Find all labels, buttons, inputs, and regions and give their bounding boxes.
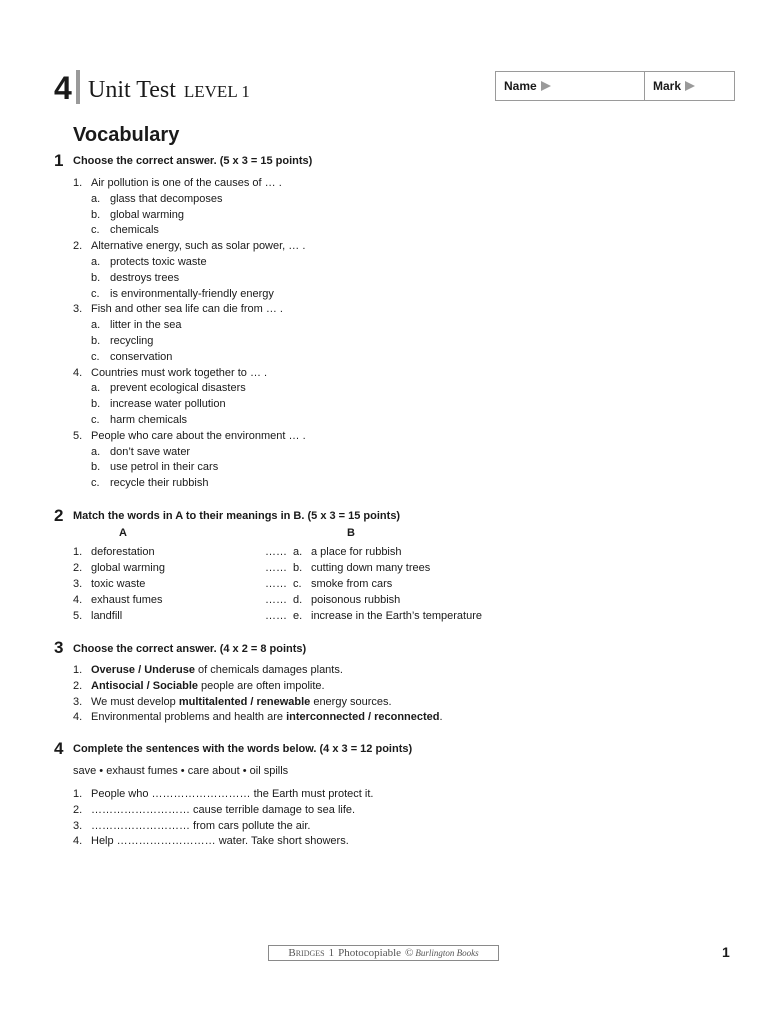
item-number: 2. [73, 679, 83, 692]
choice-separator: / [364, 711, 375, 724]
option-letter: c. [91, 287, 100, 300]
option-text: litter in the sea [110, 319, 182, 332]
footer-copyright: © [405, 947, 414, 959]
question-number: 5. [73, 429, 83, 442]
column-a-header: A [119, 527, 127, 539]
option-letter: c. [91, 477, 100, 490]
option-text: destroys trees [110, 271, 180, 284]
option-text: don’t save water [110, 445, 191, 458]
option-text: increase water pollution [110, 398, 226, 411]
section-title: Vocabulary [73, 124, 180, 146]
answer-blank: …… [265, 609, 287, 622]
name-mark-box [495, 71, 735, 101]
option-text: harm chemicals [110, 414, 188, 426]
match-number: 2. [73, 561, 83, 574]
answer-blank: …… [265, 561, 287, 574]
option-letter: a. [91, 192, 101, 205]
unit-number: 4 [54, 70, 72, 106]
exercise-2-instruction: Match the words in A to their meanings in B. (5 x 3 = 15 points) [73, 510, 401, 522]
meaning-text: poisonous rubbish [311, 593, 401, 606]
exercise-4-instruction: Complete the sentences with the words below. (4 x 3 = 12 points) [73, 743, 413, 755]
item-number: 1. [73, 664, 83, 676]
item-sentence [91, 696, 392, 708]
item-number: 1. [73, 788, 83, 800]
question-number: 3. [73, 303, 83, 316]
match-number: 3. [73, 577, 83, 590]
answer-blank: …… [265, 593, 287, 606]
option-text: recycling [110, 335, 154, 347]
question-number: 2. [73, 240, 83, 253]
option-letter: b. [91, 335, 101, 347]
option-text: global warming [110, 208, 184, 221]
exercise-1-number: 1 [54, 151, 64, 170]
meaning-text: cutting down many trees [311, 561, 431, 574]
unit-title-text: Unit Test [88, 77, 176, 103]
footer-credit [268, 945, 499, 961]
unit-title [88, 78, 250, 102]
option-text: conservation [110, 350, 173, 363]
sentence-end: people are often impolite. [198, 679, 325, 692]
match-word: toxic waste [91, 577, 146, 590]
item-sentence: ……………………… cause terrible damage to sea life. [91, 803, 356, 816]
question-text: Alternative energy, such as solar power, … . [91, 240, 306, 253]
item-sentence: Help ……………………… water. Take short showers. [91, 835, 349, 848]
exercise-4-number: 4 [54, 739, 64, 758]
question-text: Countries must work together to … . [91, 366, 268, 379]
exercise-2-number: 2 [54, 506, 64, 525]
sentence-start: Environmental problems and health are [91, 711, 287, 724]
meaning-letter: a. [293, 546, 303, 558]
option-letter: b. [91, 271, 101, 284]
meaning-letter: c. [293, 577, 302, 590]
choice-option: Overuse [91, 664, 136, 676]
column-b-header: B [347, 527, 355, 539]
mark-label: Mark [653, 79, 682, 93]
word-bank: save • exhaust fumes • care about • oil spills [73, 765, 289, 777]
item-sentence [91, 664, 343, 676]
meaning-letter: e. [293, 609, 303, 622]
question-number: 4. [73, 366, 83, 379]
meaning-letter: b. [293, 561, 303, 574]
item-sentence: ……………………… from cars pollute the air. [91, 819, 311, 832]
match-word: exhaust fumes [91, 593, 163, 606]
question-number: 1. [73, 177, 83, 189]
option-text: prevent ecological disasters [110, 382, 246, 395]
arrow-right-icon [541, 81, 551, 91]
item-sentence [91, 680, 325, 692]
answer-blank: …… [265, 577, 287, 590]
unit-divider [76, 70, 80, 104]
option-letter: c. [91, 350, 100, 363]
option-text: glass that decomposes [110, 192, 223, 205]
exercise-3-instruction: Choose the correct answer. (4 x 2 = 8 points) [73, 643, 307, 655]
mark-field[interactable] [645, 72, 734, 100]
match-number: 4. [73, 593, 83, 606]
choice-option: reconnected [374, 711, 440, 724]
choice-option: Sociable [152, 679, 198, 692]
footer-brand: Bridges [288, 947, 325, 959]
match-word: deforestation [91, 546, 155, 558]
match-number: 1. [73, 546, 83, 558]
sentence-end: . [439, 711, 443, 724]
option-text: is environmentally-friendly energy [110, 287, 274, 300]
name-field[interactable] [496, 72, 645, 100]
question-text: Air pollution is one of the causes of … . [91, 177, 282, 189]
option-letter: a. [91, 382, 101, 395]
match-number: 5. [73, 609, 83, 622]
answer-blank: …… [265, 546, 287, 558]
choice-option: interconnected [286, 711, 365, 724]
name-label: Name [504, 79, 537, 93]
item-number: 4. [73, 711, 83, 724]
option-letter: b. [91, 398, 101, 411]
option-text: chemicals [110, 224, 159, 237]
item-number: 2. [73, 803, 83, 816]
option-letter: b. [91, 208, 101, 221]
match-word: global warming [91, 561, 165, 574]
page-number: 1 [722, 944, 730, 960]
arrow-right-icon [685, 81, 695, 91]
option-text: recycle their rubbish [110, 477, 209, 490]
meaning-text: a place for rubbish [311, 546, 402, 558]
meaning-text: smoke from cars [311, 577, 393, 590]
question-text: Fish and other sea life can die from … . [91, 303, 283, 316]
footer-publisher: Burlington Books [415, 948, 479, 958]
item-number: 4. [73, 835, 83, 848]
option-letter: c. [91, 414, 100, 426]
choice-option: Underuse [144, 664, 195, 676]
exercise-3-number: 3 [54, 638, 64, 657]
option-text: use petrol in their cars [110, 461, 219, 474]
option-letter: a. [91, 319, 101, 332]
item-number: 3. [73, 695, 83, 708]
match-word: landfill [91, 609, 123, 622]
item-number: 3. [73, 819, 83, 832]
meaning-text: increase in the Earth’s temperature [311, 609, 482, 622]
sentence-end: energy sources. [310, 695, 392, 708]
item-sentence: People who ……………………… the Earth must protect it. [91, 788, 374, 800]
option-letter: a. [91, 256, 101, 268]
choice-option: Antisocial [91, 679, 144, 692]
unit-level: LEVEL 1 [183, 82, 250, 101]
item-sentence [91, 711, 443, 723]
choice-separator: / [143, 679, 153, 692]
question-text: People who care about the environment … . [91, 429, 306, 442]
choice-separator: / [135, 664, 145, 676]
sentence-start: We must develop [91, 695, 179, 708]
option-letter: a. [91, 445, 101, 458]
choice-option: multitalented / renewable [178, 695, 311, 708]
footer-photocopiable: Photocopiable [338, 947, 402, 959]
option-letter: b. [91, 461, 101, 474]
option-text: protects toxic waste [110, 256, 207, 268]
option-letter: c. [91, 224, 100, 237]
sentence-end: of chemicals damages plants. [194, 664, 343, 676]
exercise-1-instruction: Choose the correct answer. (5 x 3 = 15 points) [73, 155, 313, 167]
meaning-letter: d. [293, 593, 303, 606]
footer-level: 1 [328, 947, 335, 959]
